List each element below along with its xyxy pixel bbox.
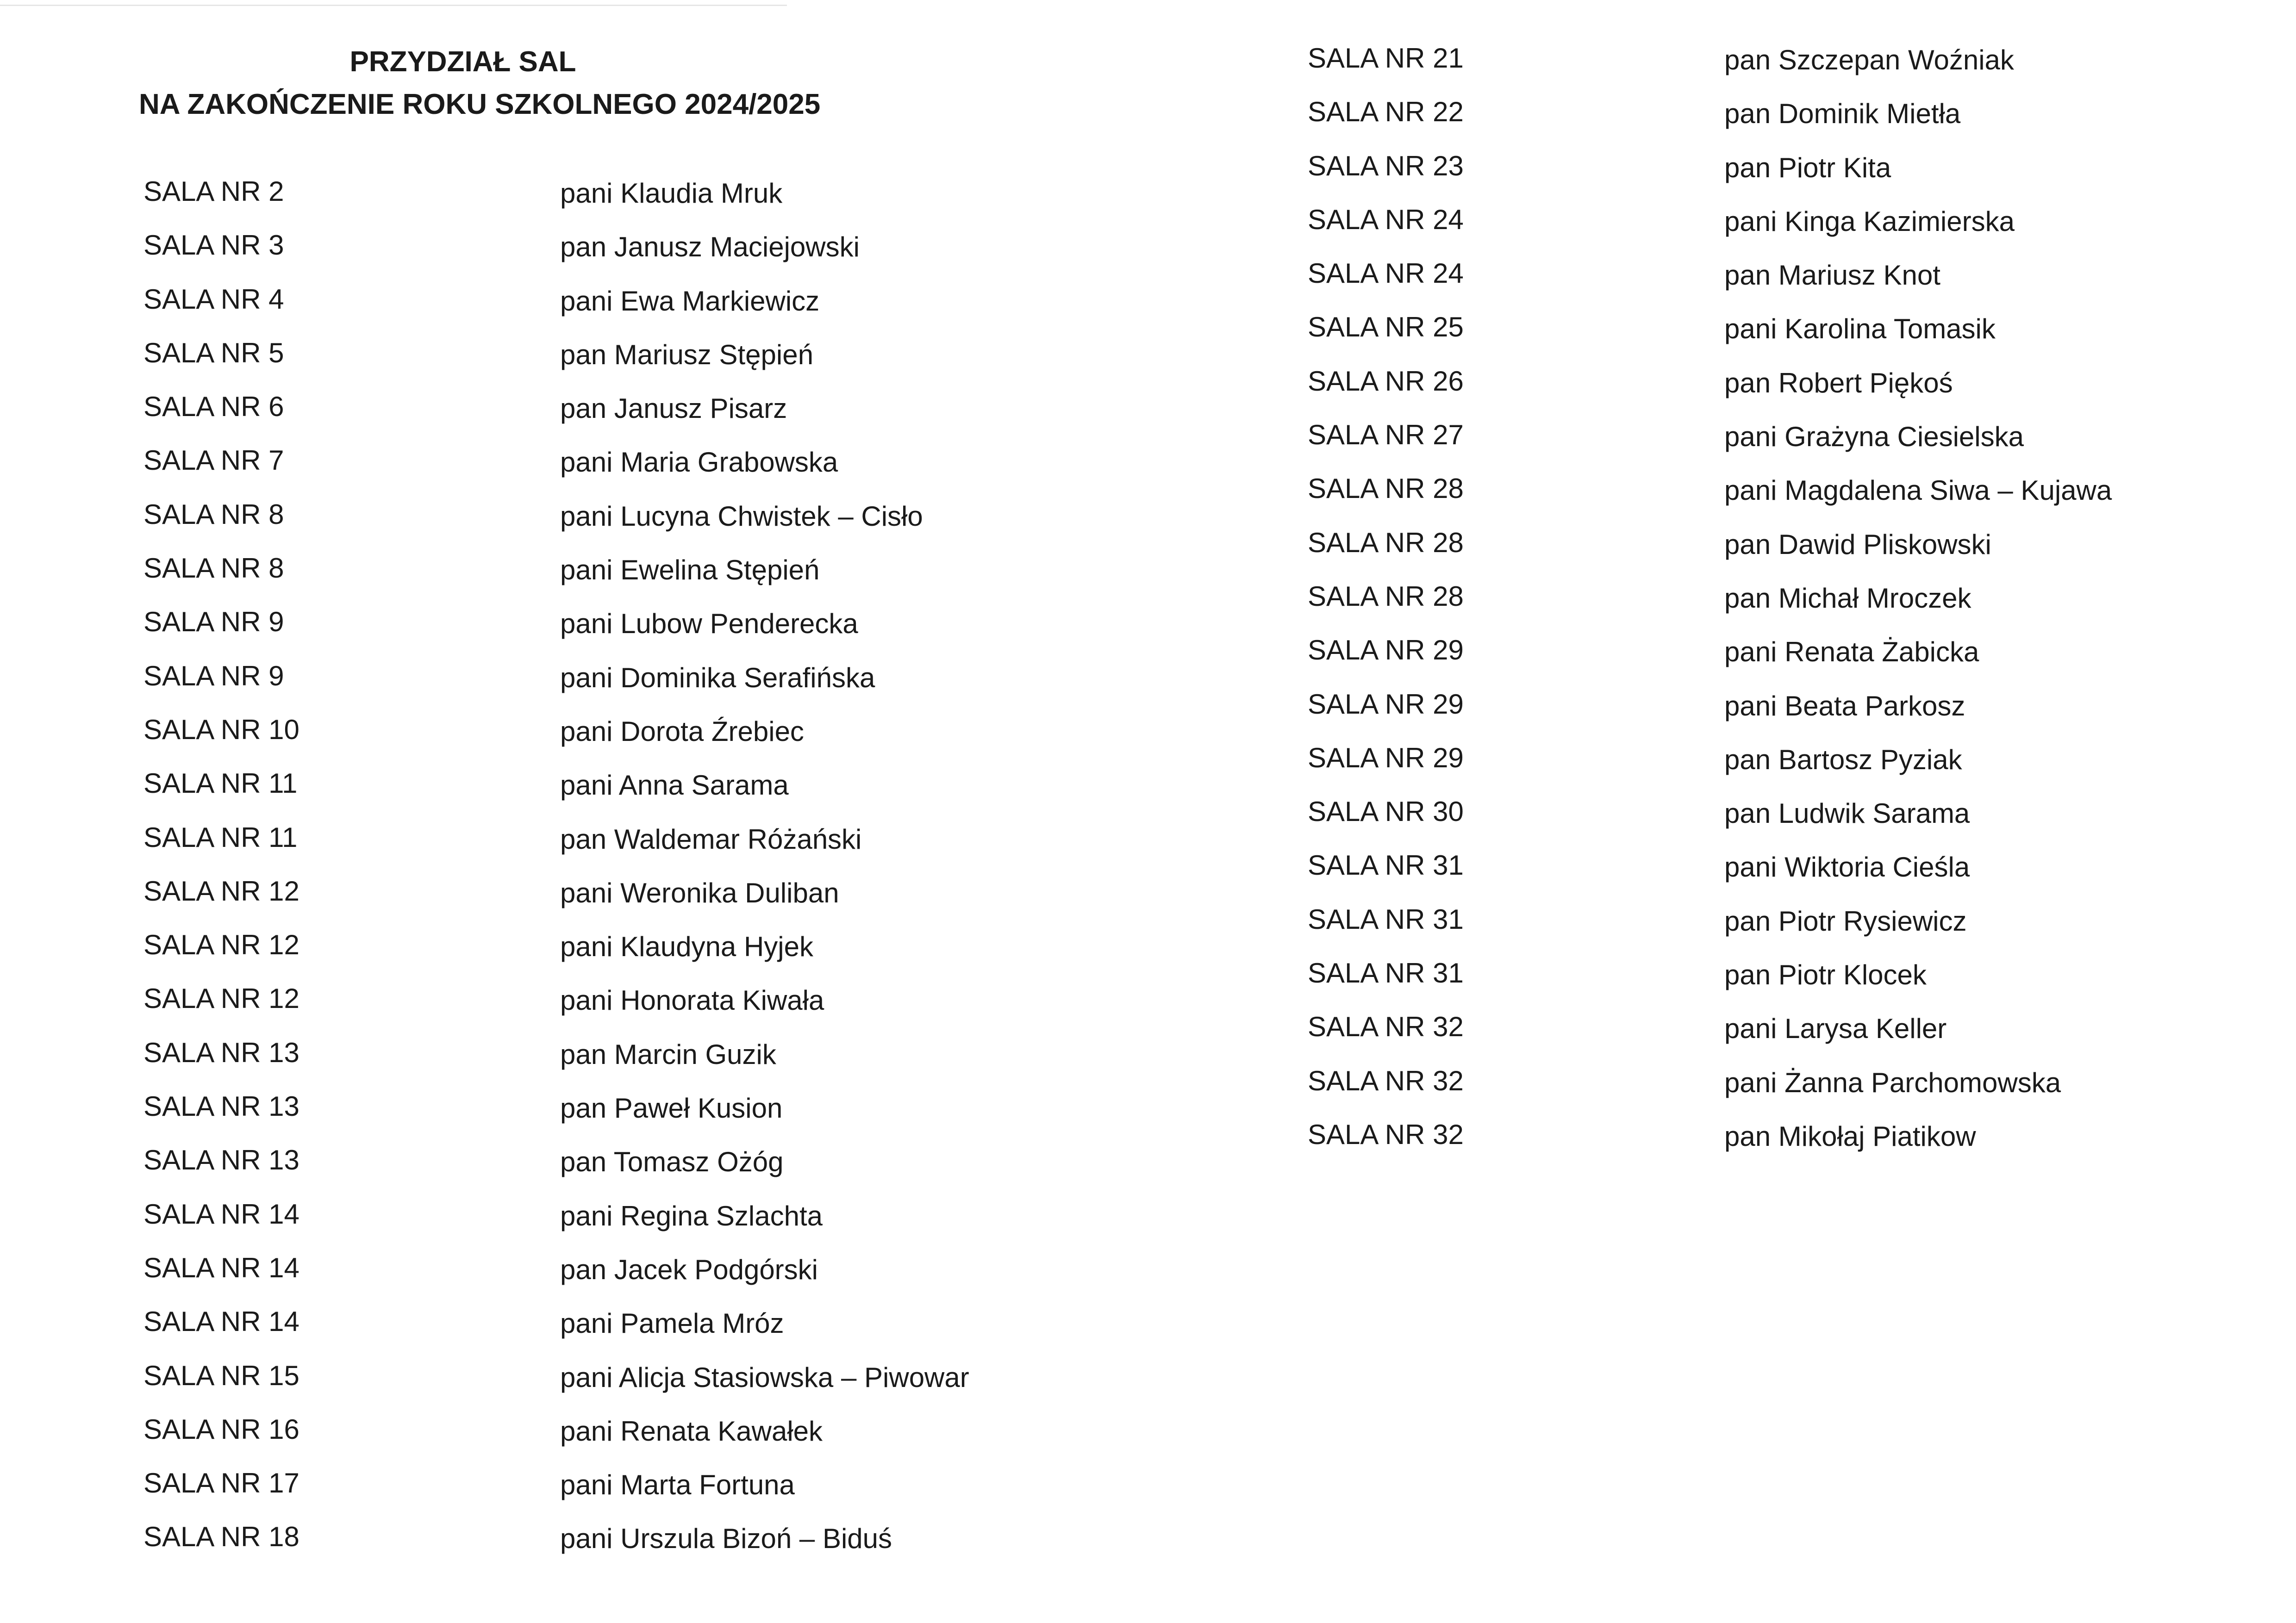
teacher-name: pan Robert Piękoś xyxy=(1724,367,1953,398)
room-number: SALA NR 32 xyxy=(1308,1119,1464,1150)
room-number: SALA NR 32 xyxy=(1308,1011,1464,1043)
teacher-name: pan Bartosz Pyziak xyxy=(1724,744,1962,775)
room-number: SALA NR 12 xyxy=(144,875,299,907)
teacher-name: pan Jacek Podgórski xyxy=(560,1254,818,1285)
teacher-name: pani Wiktoria Cieśla xyxy=(1724,852,1970,883)
teacher-name: pani Marta Fortuna xyxy=(560,1469,795,1501)
room-number: SALA NR 28 xyxy=(1308,527,1464,558)
room-number: SALA NR 7 xyxy=(144,445,284,476)
room-number: SALA NR 13 xyxy=(144,1037,299,1068)
room-number: SALA NR 8 xyxy=(144,553,284,584)
room-number: SALA NR 12 xyxy=(144,929,299,961)
room-number: SALA NR 25 xyxy=(1308,311,1464,343)
room-number: SALA NR 14 xyxy=(144,1252,299,1283)
teacher-name: pan Piotr Kita xyxy=(1724,152,1891,183)
teacher-name: pan Mariusz Stępień xyxy=(560,339,813,370)
room-number: SALA NR 18 xyxy=(144,1521,299,1553)
room-number: SALA NR 31 xyxy=(1308,850,1464,881)
room-number: SALA NR 14 xyxy=(144,1198,299,1230)
teacher-name: pani Regina Szlachta xyxy=(560,1200,823,1231)
teacher-name: pani Renata Żabicka xyxy=(1724,636,1979,668)
title-line-2: NA ZAKOŃCZENIE ROKU SZKOLNEGO 2024/2025 xyxy=(139,88,821,120)
teacher-name: pan Piotr Klocek xyxy=(1724,959,1927,991)
teacher-name: pani Weronika Duliban xyxy=(560,877,839,908)
teacher-name: pani Grażyna Ciesielska xyxy=(1724,421,2024,453)
room-number: SALA NR 11 xyxy=(144,821,298,853)
teacher-name: pani Urszula Bizoń – Biduś xyxy=(560,1523,892,1555)
teacher-name: pan Tomasz Ożóg xyxy=(560,1146,784,1178)
teacher-name: pan Michał Mroczek xyxy=(1724,582,1972,614)
room-number: SALA NR 21 xyxy=(1308,43,1464,74)
teacher-name: pani Pamela Mróz xyxy=(560,1308,784,1339)
room-number: SALA NR 5 xyxy=(144,337,284,368)
room-number: SALA NR 9 xyxy=(144,660,284,691)
room-number: SALA NR 6 xyxy=(144,391,284,423)
teacher-name: pan Paweł Kusion xyxy=(560,1093,783,1124)
room-number: SALA NR 31 xyxy=(1308,958,1464,989)
teacher-name: pani Klaudyna Hyjek xyxy=(560,931,814,963)
room-number: SALA NR 13 xyxy=(144,1144,299,1176)
teacher-name: pani Beata Parkosz xyxy=(1724,690,1965,721)
room-number: SALA NR 26 xyxy=(1308,365,1464,397)
teacher-name: pan Janusz Maciejowski xyxy=(560,231,860,263)
room-number: SALA NR 24 xyxy=(1308,258,1464,289)
room-number: SALA NR 29 xyxy=(1308,742,1464,773)
teacher-name: pan Dominik Mietła xyxy=(1724,98,1961,130)
teacher-name: pani Magdalena Siwa – Kujawa xyxy=(1724,475,2112,506)
room-number: SALA NR 32 xyxy=(1308,1065,1464,1096)
teacher-name: pani Klaudia Mruk xyxy=(560,178,783,209)
teacher-name: pani Żanna Parchomowska xyxy=(1724,1067,2061,1098)
room-number: SALA NR 27 xyxy=(1308,419,1464,451)
room-number: SALA NR 29 xyxy=(1308,688,1464,720)
teacher-name: pan Piotr Rysiewicz xyxy=(1724,905,1967,937)
room-number: SALA NR 17 xyxy=(144,1468,299,1499)
teacher-name: pani Maria Grabowska xyxy=(560,447,838,478)
teacher-name: pani Dorota Źrebiec xyxy=(560,715,804,747)
teacher-name: pani Karolina Tomasik xyxy=(1724,313,1996,345)
teacher-name: pani Ewa Markiewicz xyxy=(560,285,820,317)
teacher-name: pan Mariusz Knot xyxy=(1724,260,1940,291)
teacher-name: pan Ludwik Sarama xyxy=(1724,798,1970,829)
scan-edge-line xyxy=(0,5,787,6)
room-number: SALA NR 10 xyxy=(144,714,299,745)
room-number: SALA NR 3 xyxy=(144,230,284,261)
room-number: SALA NR 30 xyxy=(1308,796,1464,827)
teacher-name: pan Waldemar Różański xyxy=(560,823,862,855)
room-number: SALA NR 13 xyxy=(144,1091,299,1122)
room-number: SALA NR 22 xyxy=(1308,96,1464,128)
room-number: SALA NR 23 xyxy=(1308,150,1464,181)
teacher-name: pan Mikołaj Piatikow xyxy=(1724,1120,1976,1152)
room-number: SALA NR 24 xyxy=(1308,204,1464,235)
teacher-name: pani Larysa Keller xyxy=(1724,1013,1947,1045)
teacher-name: pani Dominika Serafińska xyxy=(560,662,875,693)
teacher-name: pani Anna Sarama xyxy=(560,770,789,801)
room-number: SALA NR 4 xyxy=(144,283,284,315)
teacher-name: pani Renata Kawałek xyxy=(560,1415,823,1447)
room-number: SALA NR 16 xyxy=(144,1413,299,1445)
teacher-name: pani Alicja Stasiowska – Piwowar xyxy=(560,1362,969,1393)
document-title xyxy=(139,41,821,126)
teacher-name: pan Marcin Guzik xyxy=(560,1038,776,1070)
room-number: SALA NR 28 xyxy=(1308,473,1464,504)
teacher-name: pani Kinga Kazimierska xyxy=(1724,205,2015,237)
room-number: SALA NR 2 xyxy=(144,176,284,207)
teacher-name: pani Lubow Penderecka xyxy=(560,608,858,640)
room-number: SALA NR 9 xyxy=(144,606,284,638)
room-number: SALA NR 15 xyxy=(144,1360,299,1391)
room-number: SALA NR 11 xyxy=(144,768,298,799)
room-number: SALA NR 12 xyxy=(144,983,299,1014)
room-number: SALA NR 14 xyxy=(144,1306,299,1337)
room-number: SALA NR 28 xyxy=(1308,580,1464,612)
teacher-name: pani Ewelina Stępień xyxy=(560,554,820,586)
teacher-name: pani Honorata Kiwała xyxy=(560,985,824,1016)
teacher-name: pan Janusz Pisarz xyxy=(560,393,787,424)
room-number: SALA NR 29 xyxy=(1308,634,1464,666)
room-number: SALA NR 31 xyxy=(1308,903,1464,935)
teacher-name: pan Szczepan Woźniak xyxy=(1724,44,2014,75)
title-line-1: PRZYDZIAŁ SAL xyxy=(349,46,576,78)
teacher-name: pan Dawid Pliskowski xyxy=(1724,529,1991,560)
teacher-name: pani Lucyna Chwistek – Cisło xyxy=(560,500,923,532)
room-number: SALA NR 8 xyxy=(144,498,284,530)
